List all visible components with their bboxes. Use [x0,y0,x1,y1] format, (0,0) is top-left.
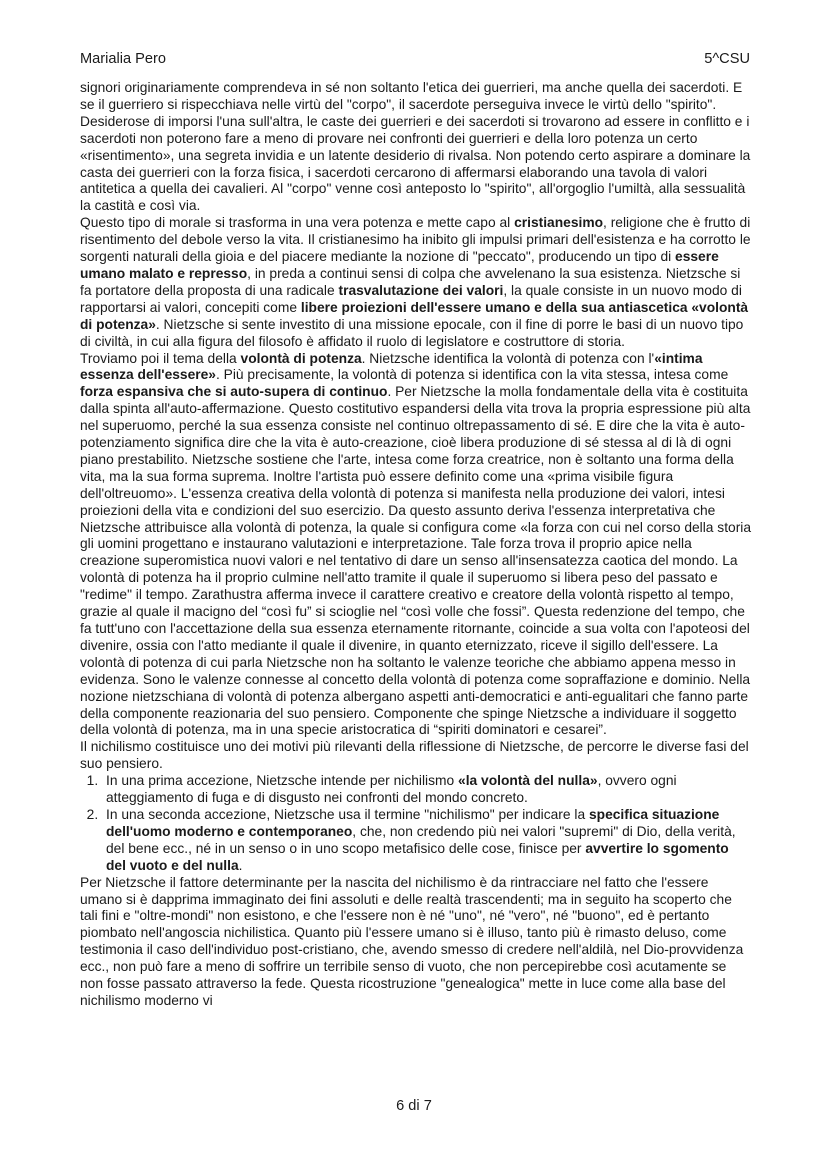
text-run: signori originariamente comprendeva in sé non soltanto l'etica dei guerrieri, ma anche quella dei sacerdoti. E se il guerriero si rispecchiava nelle virtù del "corpo", il sacerdote perseguiva invece le virtù dello "spirito". Desiderose di imporsi l'una sull'altra, le caste dei guerrieri e dei sacerdoti si trovarono ad essere in conflitto e i sacerdoti non poterono fare a meno di provare nei confronti dei guerrieri e della loro potenza un certo «risentimento», una segreta invidia e un latente desiderio di rivalsa. Non potendo certo aspirare a dominare la casta dei guerrieri con la forza fisica, i sacerdoti cercarono di affermarsi elaborando una tavola di valori antitetica a quella dei cavalieri. Al "corpo" venne così anteposto lo "spirito", all'orgoglio l'umiltà, alla sessualità la castità e così via. [80,80,751,214]
page-number: 6 di 7 [396,1098,432,1114]
text-run: . [238,857,243,873]
paragraph [80,875,752,1010]
bold-text: avvertire lo sgomento del vuoto e del nulla [106,840,729,873]
bold-text: «intima essenza dell'essere» [80,350,703,383]
text-run: . Per Nietzsche la molla fondamentale della vita è costituita dalla spinta all'auto-affermazione. Questo costitutivo espandersi della vita trova la propria espressione più alta nel superuomo, perché la sua essenza consiste nel continuo oltrepassamento di sé. E dire che la vita è auto-potenziamento significa dire che la vita è auto-creazione, cioè libera produzione di sé stessa al di là di ogni piano prestabilito. Nietzsche sostiene che l'arte, intesa come forza creatrice, non è soltanto una forma della vita, ma la sua forma suprema. Inoltre l'artista può essere definito come una «prima visibile figura dell'oltreuomo». L'essenza creativa della volontà di potenza si manifesta nella produzione dei valori, intesi proiezioni della vita e condizioni del suo esercizio. Da questo assunto deriva l'essenza interpretativa che Nietzsche attribuisce alla volontà di potenza, la quale si configura come «la forza con cui nel corso della storia gli uomini progettano e instaurano valutazioni e interpretazione. Tale forza trova il proprio apice nella creazione superomistica nuovi valori e nel tentativo di dare un senso all'insensatezza caotica del mondo. La volontà di potenza ha il proprio culmine nell'atto tramite il quale il superuomo si libera peso del passato e "redime" il tempo. Zarathustra afferma invece il carattere creativo e creatore della volontà rispetto al tempo, grazie al quale il macigno del “così fu” si scioglie nel “così volle che fossi”. Questa redenzione del tempo, che fa tutt'uno con l'accettazione della sua essenza eternamente ritornante, coincide a sua volta con l'apoteosi del divenire, ossia con l'atto mediante il quale il divenire, in quanto eternizzato, riceve il sigillo dell'essere. La volontà di potenza di cui parla Nietzsche non ha soltanto le valenze teoriche che abbiamo appena messo in evidenza. Sono le valenze connesse al concetto della volontà di potenza come sopraffazione e dominio. Nella nozione nietzschiana di volontà di potenza albergano aspetti anti-democratici e anti-egualitari che fanno parte della componente reazionaria del suo pensiero. Componente che spinge Nietzsche a individuare il soggetto della volontà di potenza, ma in una specie aristocratica di “spiriti dominatori e cesarei”. [80,384,752,738]
bold-text: «la volontà del nulla» [458,773,598,789]
bold-text: forza espansiva che si auto-supera di continuo [80,384,388,400]
paragraph [80,351,752,740]
text-run: , ovvero ogni atteggiamento di fuga e di disgusto nei confronti del mondo concreto. [106,773,677,806]
class-label: 5^CSU [704,51,750,67]
numbered-list [80,773,752,874]
text-run: . Più precisamente, la volontà di potenza si identifica con la vita stessa, intesa come [215,367,729,383]
bold-text: volontà di potenza [240,350,362,366]
text-run: Per Nietzsche il fattore determinante per la nascita del nichilismo è da rintracciare nel fatto che l'essere umano si è dapprima immaginato dei fini assoluti e delle realtà trascendenti; ma in seguito ha scoperto che tali fini e "oltre-mondi" non esistono, e che l'essere non è né "uno", né "vero", né "buono", ed è pertanto piombato nell'angoscia nichilistica. Quanto più l'essere umano si è illuso, tanto più è rimasto deluso, come testimonia il caso dell'individuo post-cristiano, che, avendo smesso di credere nell'aldilà, nel Dio-provvidenza ecc., non può fare a meno di soffrire un terribile senso di vuoto, che non percepirebbe così acutamente se non fosse passato attraverso la fede. Questa ricostruzione "genealogica" mette in luce come alla base del nichilismo moderno vi [80,874,744,1008]
bold-text: cristianesimo [514,215,604,231]
paragraph [80,215,752,350]
text-run: . Nietzsche si sente investito di una missione epocale, con il fine di porre le basi di un nuovo tipo di civiltà, in cui alla figura del filosofo è affidato il ruolo di legislatore e costruttore di storia. [80,316,744,349]
author-name: Marialia Pero [80,51,166,67]
text-run: , in preda a continui sensi di colpa che avvelenano la sua esistenza. Nietzsche si fa portatore della proposta di una radicale [80,265,741,298]
bold-text: libere proiezioni dell'essere umano e della sua antiascetica «volontà di potenza» [80,299,749,332]
body-text [80,80,752,1010]
list-item [102,807,752,875]
text-run: , che, non credendo più nei valori "supremi" di Dio, della verità, del bene ecc., né in un senso o in uno scopo metafisico delle cose, finisce per [106,823,736,856]
paragraph [80,80,752,215]
bold-text: trasvalutazione dei valori [338,282,504,298]
bold-text: specifica situazione dell'uomo moderno e contemporaneo [106,806,720,839]
text-run: Questo tipo di morale si trasforma in una vera potenza e mette capo al [80,215,515,231]
text-run: Troviamo poi il tema della [80,350,241,366]
bold-text: essere umano malato e represso [80,249,719,281]
paragraph [80,739,752,773]
text-run: In una prima accezione, Nietzsche intende per nichilismo [106,773,459,789]
text-run: Il nichilismo costituisce uno dei motivi più rilevanti della riflessione di Nietzsche, de percorre le diverse fasi del suo pensiero. [80,739,749,772]
text-run: . Nietzsche identifica la volontà di potenza con l' [361,350,655,366]
page-header [80,51,750,71]
text-run: In una seconda accezione, Nietzsche usa il termine "nichilismo" per indicare la [106,806,589,822]
text-run: , religione che è frutto di risentimento del debole verso la vita. Il cristianesimo ha inibito gli impulsi primari dell'esistenza e ha corrotto le sorgenti naturali della gioia e del piacere mediante la nozione di "peccato", producendo un tipo di [80,215,751,265]
text-run: , la quale consiste in un nuovo modo di rapportarsi ai valori, concepiti come [80,282,742,315]
list-item [102,773,752,807]
